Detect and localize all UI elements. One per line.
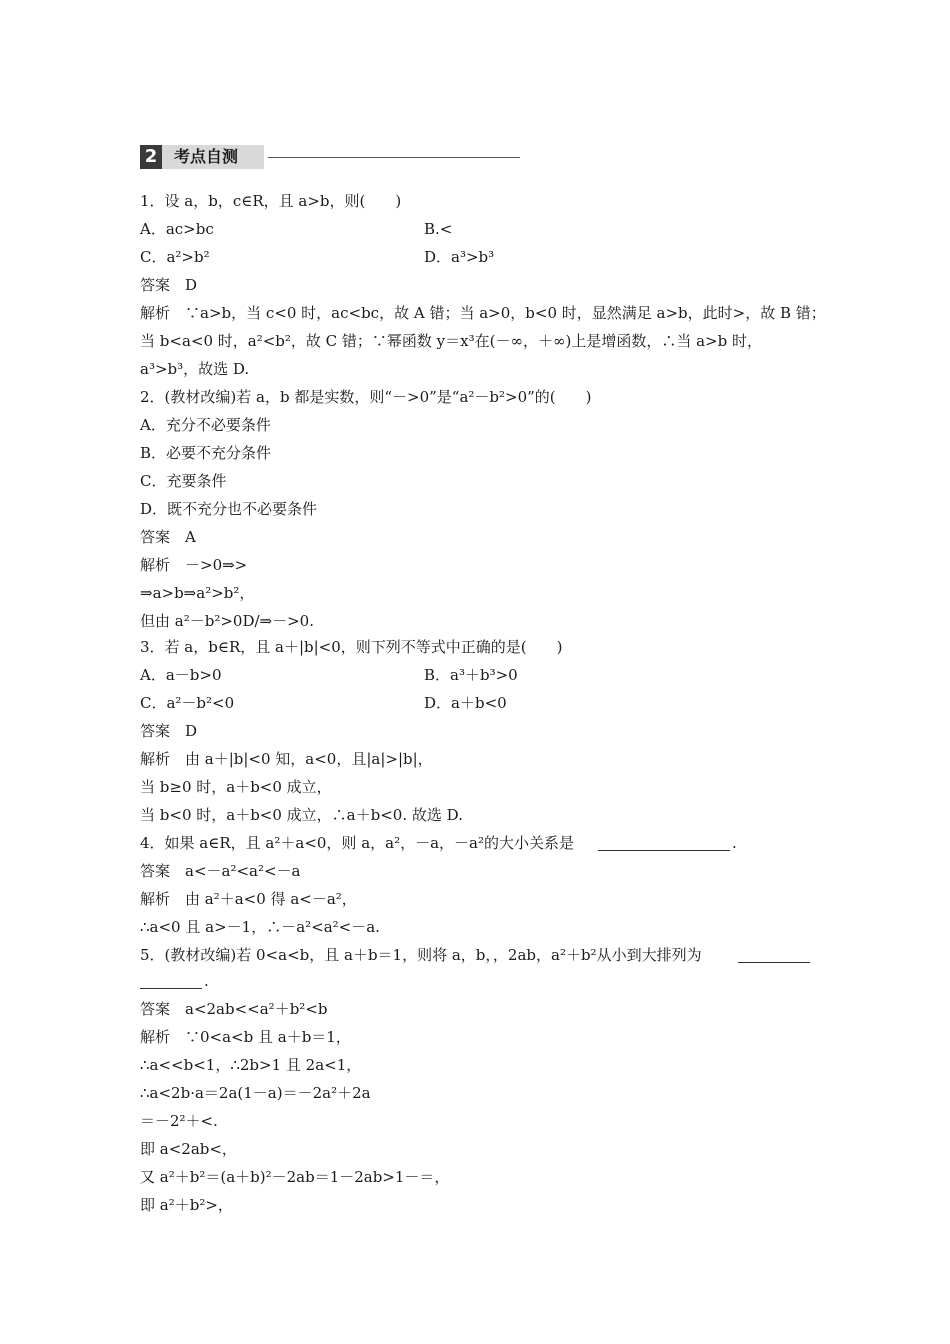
text-line: 解析 ∵a>b，当 c<0 时，ac<bc，故 A 错；当 a>0，b<0 时，显然满足 a>b，此时>，故 B 错；	[140, 304, 826, 322]
text-line-tail: .	[732, 834, 737, 852]
text-line: A．充分不必要条件	[140, 416, 271, 434]
text-line: .	[204, 972, 209, 990]
section-header	[140, 145, 520, 169]
text-line: 解析 ∵0<a<b 且 a＋b＝1，	[140, 1028, 351, 1046]
text-line: B．必要不充分条件	[140, 444, 272, 462]
text-line: 3．若 a，b∈R，且 a＋|b|<0，则下列不等式中正确的是( )	[140, 638, 563, 656]
text-line: B.<	[424, 220, 453, 238]
text-line: 当 b<0 时，a＋b<0 成立，∴a＋b<0. 故选 D.	[140, 806, 463, 824]
text-line: 答案 a<－a²<a²<－a	[140, 862, 301, 880]
text-line: 答案 D	[140, 276, 198, 294]
text-line: 当 b≥0 时，a＋b<0 成立，	[140, 778, 332, 796]
answer-blank	[598, 849, 730, 851]
text-line: 但由 a²－b²>0D/⇒－>0.	[140, 612, 314, 630]
answer-blank	[738, 961, 810, 963]
text-line: 又 a²＋b²＝(a＋b)²－2ab＝1－2ab>1－＝，	[140, 1168, 450, 1186]
answer-blank	[140, 987, 202, 989]
text-line: 2．(教材改编)若 a，b 都是实数，则“－>0”是“a²－b²>0”的( )	[140, 388, 592, 406]
text-line: 5．(教材改编)若 0<a<b，且 a＋b＝1，则将 a，b，，2ab，a²＋b²从小到大排列为	[140, 946, 702, 964]
text-line: 解析 －>0⇒>	[140, 556, 248, 574]
text-line: 即 a²＋b²>，	[140, 1196, 233, 1214]
text-line: C．a²－b²<0	[140, 694, 235, 712]
text-line: A．a－b>0	[140, 666, 222, 684]
section-number: 2	[140, 145, 162, 169]
text-line: C．a²>b²	[140, 248, 210, 266]
text-line: A．ac>bc	[140, 220, 214, 238]
section-divider	[268, 157, 520, 158]
text-line: 1．设 a，b，c∈R，且 a>b，则( )	[140, 192, 402, 210]
text-line: 答案 a<2ab<<a²＋b²<b	[140, 1000, 328, 1018]
text-line: ∴a<<b<1，∴2b>1 且 2a<1，	[140, 1056, 362, 1074]
text-line: 当 b<a<0 时，a²<b²，故 C 错；∵幂函数 y＝x³在(－∞，＋∞)上是增函数，∴当 a>b 时，	[140, 332, 762, 350]
text-line: C．充要条件	[140, 472, 227, 490]
text-line: ∴a<2b·a＝2a(1－a)＝－2a²＋2a	[140, 1084, 371, 1102]
text-line: ＝－2²＋<.	[140, 1112, 218, 1130]
text-line: 答案 A	[140, 528, 196, 546]
section-title: 考点自测	[162, 145, 264, 169]
text-line: 即 a<2ab<，	[140, 1140, 237, 1158]
text-line: ∴a<0 且 a>－1，∴－a²<a²<－a.	[140, 918, 380, 936]
text-line: D．既不充分也不必要条件	[140, 500, 318, 518]
text-line: 解析 由 a²＋a<0 得 a<－a²，	[140, 890, 357, 908]
text-line: ⇒a>b⇒a²>b²，	[140, 584, 255, 602]
text-line: D．a³>b³	[424, 248, 495, 266]
text-line: B．a³＋b³>0	[424, 666, 518, 684]
text-line: a³>b³，故选 D.	[140, 360, 250, 378]
text-line: 解析 由 a＋|b|<0 知，a<0，且|a|>|b|，	[140, 750, 433, 768]
text-line: 4．如果 a∈R，且 a²＋a<0，则 a，a²，－a，－a²的大小关系是	[140, 834, 574, 852]
text-line: 答案 D	[140, 722, 198, 740]
text-line: D．a＋b<0	[424, 694, 507, 712]
